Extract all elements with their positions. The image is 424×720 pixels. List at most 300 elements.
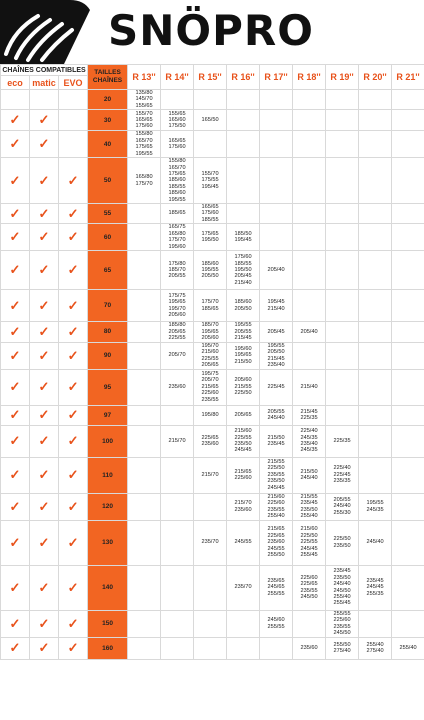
eco-compat-cell (1, 322, 30, 342)
tyre-size-cell: 235/65 245/65 255/55 (260, 565, 293, 610)
check-icon: ✓ (67, 297, 79, 313)
tyre-size-cell (260, 204, 293, 224)
tyre-size-cell (326, 405, 359, 425)
tyre-size-cell (293, 224, 326, 251)
tyre-size-cell (293, 342, 326, 369)
tyre-size-cell (359, 110, 392, 131)
tyre-size-cell (359, 322, 392, 342)
tyre-size-cell: 195/55 245/35 (359, 493, 392, 520)
tyre-size-cell: 195/55 205/55 215/45 (227, 322, 260, 342)
chain-size-cell: 97 (88, 405, 128, 425)
check-icon: ✓ (67, 262, 79, 278)
header (0, 0, 424, 64)
check-icon: ✓ (67, 579, 79, 595)
tyre-size-cell: 245/55 (227, 520, 260, 565)
check-icon: ✓ (38, 534, 50, 550)
chain-size-cell: 50 (88, 158, 128, 204)
tyre-size-cell: 175/80 185/70 205/55 (161, 251, 194, 290)
eco-compat-cell (1, 457, 30, 493)
evo-compat-cell (59, 90, 88, 110)
tyre-size-cell: 215/50 245/40 (293, 457, 326, 493)
tyre-size-cell: 165/65 175/60 (161, 131, 194, 158)
tyre-size-cell: 215/60 225/60 235/55 255/40 (260, 493, 293, 520)
brand-name: SNÖPRO (108, 6, 314, 55)
tyre-size-cell (326, 251, 359, 290)
check-icon: ✓ (38, 297, 50, 313)
eco-compat-cell (1, 110, 30, 131)
eco-compat-cell (1, 637, 30, 659)
check-icon: ✓ (38, 379, 50, 394)
check-icon: ✓ (67, 467, 79, 482)
tyre-size-cell: 185/60 195/55 205/50 (194, 251, 227, 290)
tyre-size-cell: 185/60 205/50 (227, 290, 260, 322)
check-icon: ✓ (38, 467, 50, 482)
rim-header: R 19'' (326, 65, 359, 90)
tyre-size-cell (359, 457, 392, 493)
rim-header: R 21'' (392, 65, 424, 90)
tyre-size-cell: 155/80 165/70 175/65 185/60 185/55 185/60 195/55 (161, 158, 194, 204)
tyre-size-cell: 195/80 (194, 405, 227, 425)
tyre-size-cell: 255/55 225/60 235/55 245/50 (326, 610, 359, 637)
chain-size-cell: 140 (88, 565, 128, 610)
eco-compat-cell (1, 290, 30, 322)
tyre-size-cell: 225/35 (326, 425, 359, 457)
tyre-size-cell (161, 610, 194, 637)
tyre-size-cell (392, 405, 424, 425)
tyre-size-cell: 215/65 225/60 (227, 457, 260, 493)
tyre-size-cell: 155/70 165/65 175/60 (128, 110, 161, 131)
check-icon: ✓ (67, 407, 79, 422)
check-icon: ✓ (67, 640, 79, 655)
chain-size-cell: 100 (88, 425, 128, 457)
tyre-size-cell: 195/70 215/60 225/55 205/65 (194, 342, 227, 369)
tyre-size-cell (359, 204, 392, 224)
tyre-size-cell (293, 290, 326, 322)
chain-size-cell: 130 (88, 520, 128, 565)
check-icon: ✓ (9, 467, 21, 482)
tyre-size-cell (227, 90, 260, 110)
eco-compat-cell (1, 131, 30, 158)
tyre-size-cell: 215/45 225/35 (293, 405, 326, 425)
tyre-size-cell: 185/80 205/65 225/55 (161, 322, 194, 342)
check-icon: ✓ (9, 347, 21, 363)
eco-compat-cell (1, 158, 30, 204)
tyre-size-cell: 205/40 (293, 322, 326, 342)
tyre-size-cell (260, 90, 293, 110)
tyre-size-cell (161, 493, 194, 520)
check-icon: ✓ (38, 407, 50, 422)
table-row (1, 204, 424, 224)
rim-header: R 20'' (359, 65, 392, 90)
tyre-size-cell (194, 565, 227, 610)
tyre-size-cell: 225/40 245/35 235/40 245/35 (293, 425, 326, 457)
tyre-size-cell: 215/40 (293, 369, 326, 405)
evo-compat-cell (59, 158, 88, 204)
tyre-size-cell: 225/45 (260, 369, 293, 405)
chain-size-cell: 55 (88, 204, 128, 224)
tyre-size-cell: 195/55 205/50 215/45 235/40 (260, 342, 293, 369)
check-icon: ✓ (38, 433, 50, 448)
tyre-size-cell (194, 493, 227, 520)
matic-compat-cell (30, 457, 59, 493)
check-icon: ✓ (38, 262, 50, 278)
tyre-size-cell (359, 224, 392, 251)
table-row (1, 457, 424, 493)
eco-compat-cell (1, 204, 30, 224)
tyre-size-cell: 165/50 (194, 110, 227, 131)
check-icon: ✓ (38, 615, 50, 631)
evo-compat-cell (59, 224, 88, 251)
eco-compat-cell (1, 520, 30, 565)
tyre-size-cell (326, 290, 359, 322)
tyre-size-cell: 235/60 (161, 369, 194, 405)
tyre-size-cell: 225/65 235/60 (194, 425, 227, 457)
check-icon: ✓ (67, 379, 79, 394)
table-row (1, 251, 424, 290)
tyre-size-cell (392, 369, 424, 405)
tyre-size-cell: 175/60 185/55 195/50 205/45 215/40 (227, 251, 260, 290)
eco-compat-cell (1, 565, 30, 610)
check-icon: ✓ (9, 136, 21, 152)
tyre-size-cell: 215/70 (194, 457, 227, 493)
tyre-size-cell (392, 520, 424, 565)
check-icon: ✓ (9, 498, 21, 514)
tyre-size-cell (128, 520, 161, 565)
tyre-size-cell (128, 224, 161, 251)
tyre-size-cell: 215/55 225/50 235/55 235/50 245/45 (260, 457, 293, 493)
tyre-size-cell (161, 637, 194, 659)
tyre-size-cell (260, 158, 293, 204)
tyre-size-cell (359, 90, 392, 110)
tyre-size-cell (359, 251, 392, 290)
tyre-size-cell: 215/55 235/45 235/50 255/40 (293, 493, 326, 520)
tyre-size-cell: 225/50 235/50 (326, 520, 359, 565)
check-icon: ✓ (9, 262, 21, 278)
check-icon: ✓ (9, 579, 21, 595)
matic-compat-cell (30, 342, 59, 369)
tyre-size-cell (293, 204, 326, 224)
table-row (1, 493, 424, 520)
table-row (1, 405, 424, 425)
eco-compat-cell (1, 224, 30, 251)
matic-compat-cell (30, 204, 59, 224)
eco-compat-cell (1, 342, 30, 369)
tyre-size-cell: 215/70 (161, 425, 194, 457)
tyre-size-cell (326, 204, 359, 224)
tyre-size-cell (392, 251, 424, 290)
tyre-size-cell (326, 131, 359, 158)
evo-compat-cell (59, 131, 88, 158)
tyre-size-cell: 255/40 275/40 (359, 637, 392, 659)
table-row (1, 90, 424, 110)
check-icon: ✓ (67, 615, 79, 631)
chain-size-cell: 120 (88, 493, 128, 520)
evo-compat-cell (59, 405, 88, 425)
rim-header: R 18'' (293, 65, 326, 90)
tyre-size-cell: 205/55 245/40 255/30 (326, 493, 359, 520)
matic-compat-cell (30, 493, 59, 520)
tyre-size-cell: 235/45 235/50 245/40 245/50 255/40 255/45 (326, 565, 359, 610)
check-icon: ✓ (38, 498, 50, 514)
tyre-size-cell: 185/65 (161, 204, 194, 224)
check-icon: ✓ (38, 347, 50, 363)
chain-size-cell: 40 (88, 131, 128, 158)
tyre-size-cell (326, 369, 359, 405)
tyre-size-cell: 215/70 235/60 (227, 493, 260, 520)
tyre-size-cell (392, 457, 424, 493)
tyre-size-cell (161, 90, 194, 110)
table-row (1, 425, 424, 457)
check-icon: ✓ (67, 229, 79, 245)
tyre-size-cell (161, 457, 194, 493)
tyre-size-cell: 165/65 175/60 185/55 (194, 204, 227, 224)
tyre-size-cell (359, 425, 392, 457)
matic-compat-cell (30, 637, 59, 659)
tyre-size-cell (326, 322, 359, 342)
tyre-size-cell: 175/65 195/50 (194, 224, 227, 251)
rim-header: R 17'' (260, 65, 293, 90)
compatibility-table (0, 64, 424, 660)
tyre-size-cell: 235/60 (293, 637, 326, 659)
matic-compat-cell (30, 131, 59, 158)
tyre-size-cell (260, 131, 293, 158)
brand-logo-icon (0, 0, 96, 64)
tyre-size-cell (392, 565, 424, 610)
tyre-size-cell (260, 110, 293, 131)
check-icon: ✓ (9, 407, 21, 422)
tyre-size-cell (359, 610, 392, 637)
tyre-size-cell: 185/50 195/45 (227, 224, 260, 251)
tyre-size-cell (128, 425, 161, 457)
eco-compat-cell (1, 90, 30, 110)
table-row (1, 131, 424, 158)
evo-compat-cell (59, 425, 88, 457)
chain-size-cell: 160 (88, 637, 128, 659)
tyre-size-cell: 235/70 (194, 520, 227, 565)
tyre-size-cell: 255/50 275/40 (326, 637, 359, 659)
tyre-size-cell: 175/70 185/65 (194, 290, 227, 322)
tyre-size-cell (392, 131, 424, 158)
check-icon: ✓ (9, 172, 21, 188)
eco-compat-cell (1, 405, 30, 425)
tyre-size-cell (392, 342, 424, 369)
tyre-size-cell (161, 405, 194, 425)
evo-compat-cell (59, 110, 88, 131)
matic-compat-cell (30, 158, 59, 204)
tyre-size-cell (227, 158, 260, 204)
check-icon: ✓ (67, 433, 79, 448)
tyre-size-cell (260, 224, 293, 251)
check-icon: ✓ (9, 297, 21, 313)
matic-compat-cell (30, 290, 59, 322)
tyre-size-cell: 175/75 195/65 195/70 205/60 (161, 290, 194, 322)
check-icon: ✓ (9, 379, 21, 394)
tyre-size-cell (128, 369, 161, 405)
tyre-size-cell: 155/80 165/70 175/65 195/55 (128, 131, 161, 158)
eco-header: eco (1, 76, 30, 90)
tyre-size-cell (194, 90, 227, 110)
tyre-size-cell (392, 224, 424, 251)
check-icon: ✓ (38, 205, 50, 221)
tyre-size-cell (392, 110, 424, 131)
table-row (1, 637, 424, 659)
matic-compat-cell (30, 322, 59, 342)
table-row (1, 224, 424, 251)
tyre-size-cell (359, 369, 392, 405)
rim-header: R 14'' (161, 65, 194, 90)
evo-compat-cell (59, 520, 88, 565)
tyre-size-cell: 195/75 205/70 215/65 225/60 235/55 (194, 369, 227, 405)
matic-compat-cell (30, 224, 59, 251)
tyre-size-cell: 165/75 165/80 175/70 195/60 (161, 224, 194, 251)
tyre-size-cell (227, 610, 260, 637)
tyre-size-cell (128, 290, 161, 322)
check-icon: ✓ (9, 205, 21, 221)
tyre-size-cell (392, 90, 424, 110)
check-icon: ✓ (38, 640, 50, 655)
tyre-size-cell (392, 610, 424, 637)
check-icon: ✓ (67, 205, 79, 221)
table-row (1, 342, 424, 369)
table-row (1, 520, 424, 565)
matic-compat-cell (30, 520, 59, 565)
tyre-size-cell: 135/80 145/70 155/65 (128, 90, 161, 110)
rim-header: R 16'' (227, 65, 260, 90)
tyre-size-cell (359, 131, 392, 158)
tyre-size-cell: 155/70 175/55 195/45 (194, 158, 227, 204)
tyre-size-cell (194, 131, 227, 158)
tyre-size-cell (392, 158, 424, 204)
chain-size-cell: 150 (88, 610, 128, 637)
tyre-size-cell (194, 610, 227, 637)
tyre-size-cell (161, 520, 194, 565)
check-icon: ✓ (38, 579, 50, 595)
tyre-size-cell (392, 493, 424, 520)
tyre-size-cell: 205/70 (161, 342, 194, 369)
chain-size-cell: 95 (88, 369, 128, 405)
check-icon: ✓ (9, 229, 21, 245)
tyre-size-cell (293, 90, 326, 110)
tyre-size-cell: 195/45 215/40 (260, 290, 293, 322)
tyre-size-cell (392, 425, 424, 457)
tyre-size-cell (161, 565, 194, 610)
check-icon: ✓ (38, 172, 50, 188)
eco-compat-cell (1, 493, 30, 520)
check-icon: ✓ (38, 112, 50, 128)
chain-size-cell: 65 (88, 251, 128, 290)
tyre-size-cell (293, 131, 326, 158)
check-icon: ✓ (67, 323, 79, 339)
tyre-size-cell (128, 610, 161, 637)
tyre-size-cell (326, 158, 359, 204)
chain-size-cell: 60 (88, 224, 128, 251)
tyre-size-cell: 235/70 (227, 565, 260, 610)
chain-size-cell: 30 (88, 110, 128, 131)
eco-compat-cell (1, 251, 30, 290)
table-row (1, 610, 424, 637)
tyre-size-cell (359, 342, 392, 369)
tyre-size-cell (128, 565, 161, 610)
tyre-size-cell (227, 110, 260, 131)
matic-compat-cell (30, 565, 59, 610)
check-icon: ✓ (38, 136, 50, 152)
compat-header: CHAÎNES COMPATIBLES (2, 66, 86, 74)
table-row (1, 565, 424, 610)
evo-compat-cell (59, 290, 88, 322)
tyre-size-cell (392, 290, 424, 322)
tyre-size-cell (359, 158, 392, 204)
tyre-size-cell (293, 251, 326, 290)
check-icon: ✓ (9, 640, 21, 655)
tyre-size-cell: 195/60 195/65 215/50 (227, 342, 260, 369)
evo-compat-cell (59, 251, 88, 290)
tyre-size-cell: 215/50 235/45 (260, 425, 293, 457)
tyre-size-cell (128, 493, 161, 520)
check-icon: ✓ (9, 112, 21, 128)
chain-size-cell: 70 (88, 290, 128, 322)
evo-compat-cell (59, 204, 88, 224)
tyre-size-cell: 205/65 (227, 405, 260, 425)
tyre-size-cell (227, 637, 260, 659)
tyre-size-cell: 255/40 (392, 637, 424, 659)
tyre-size-cell: 215/60 225/50 225/55 245/45 255/45 (293, 520, 326, 565)
matic-compat-cell (30, 110, 59, 131)
evo-compat-cell (59, 342, 88, 369)
matic-compat-cell (30, 90, 59, 110)
evo-compat-cell (59, 369, 88, 405)
tyre-size-cell (293, 610, 326, 637)
tyre-size-cell (128, 342, 161, 369)
tyre-size-cell (293, 158, 326, 204)
tyre-size-cell (326, 110, 359, 131)
matic-compat-cell (30, 369, 59, 405)
check-icon: ✓ (67, 172, 79, 188)
tyre-size-cell: 245/60 255/55 (260, 610, 293, 637)
tyre-size-cell (326, 342, 359, 369)
tyre-size-cell: 235/45 245/45 255/35 (359, 565, 392, 610)
chain-size-cell: 80 (88, 322, 128, 342)
check-icon: ✓ (9, 534, 21, 550)
chain-size-cell: 20 (88, 90, 128, 110)
tyre-size-cell (260, 637, 293, 659)
check-icon: ✓ (9, 323, 21, 339)
matic-compat-cell (30, 425, 59, 457)
tyre-size-cell: 155/65 165/60 175/50 (161, 110, 194, 131)
tyre-size-cell: 215/65 225/65 235/60 245/55 255/50 (260, 520, 293, 565)
check-icon: ✓ (9, 615, 21, 631)
tyre-size-cell (128, 204, 161, 224)
chain-size-cell: 90 (88, 342, 128, 369)
evo-header: EVO (59, 76, 88, 90)
tyre-size-cell: 205/45 (260, 322, 293, 342)
tyre-size-cell: 185/70 195/65 205/60 (194, 322, 227, 342)
taille-header: TAILLES CHAÎNES (88, 65, 128, 90)
tyre-size-cell (326, 90, 359, 110)
check-icon: ✓ (67, 498, 79, 514)
table-row (1, 158, 424, 204)
tyre-size-cell (392, 204, 424, 224)
tyre-size-cell (128, 637, 161, 659)
table-row (1, 290, 424, 322)
matic-compat-cell (30, 610, 59, 637)
table-body (1, 90, 424, 660)
check-icon: ✓ (67, 347, 79, 363)
evo-compat-cell (59, 637, 88, 659)
table-row (1, 322, 424, 342)
eco-compat-cell (1, 369, 30, 405)
tyre-size-cell (128, 322, 161, 342)
tyre-size-cell (227, 131, 260, 158)
